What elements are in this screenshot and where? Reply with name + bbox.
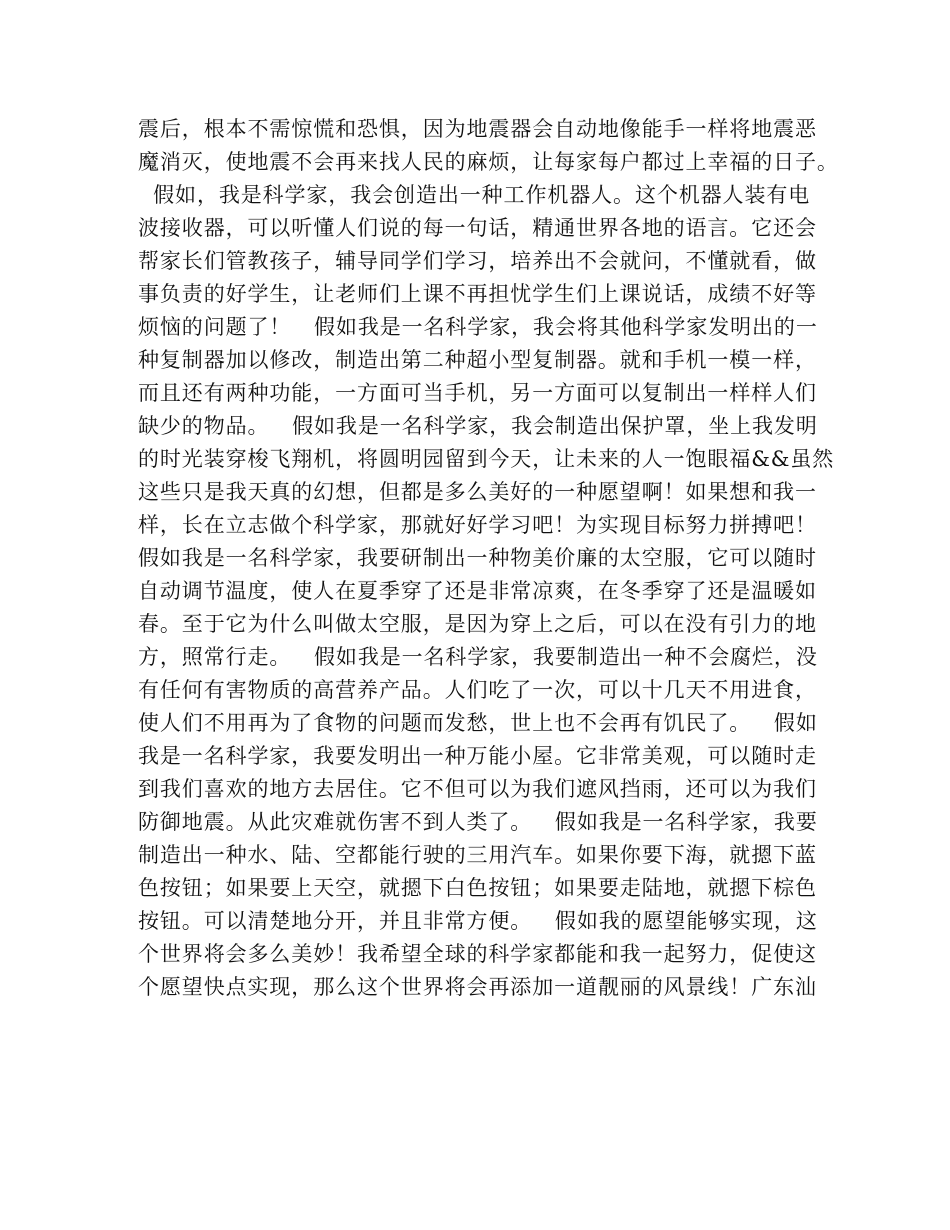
text-line: 制造出一种水、陆、空都能行驶的三用汽车。如果你要下海，就摁下蓝	[138, 843, 817, 867]
text-line: 方，照常行走。 假如我是一名科学家，我要制造出一种不会腐烂，没	[138, 645, 818, 669]
text-line: 这些只是我天真的幻想，但都是多么美好的一种愿望啊！如果想和我一	[138, 480, 817, 504]
text-line: 我是一名科学家，我要发明出一种万能小屋。它非常美观，可以随时走	[138, 744, 817, 768]
text-line: 自动调节温度，使人在夏季穿了还是非常凉爽，在冬季穿了还是温暖如	[138, 579, 817, 603]
text-line: 使人们不用再为了食物的问题而发愁，世上也不会再有饥民了。 假如	[138, 711, 818, 735]
text-line: 假如我是一名科学家，我要研制出一种物美价廉的太空服，它可以随时	[138, 546, 817, 570]
text-line: 的时光装穿梭飞翔机，将圆明园留到今天，让未来的人一饱眼福&&虽然	[138, 447, 835, 471]
text-line: 按钮。可以清楚地分开，并且非常方便。 假如我的愿望能够实现，这	[138, 909, 818, 933]
text-line: 缺少的物品。 假如我是一名科学家，我会制造出保护罩，坐上我发明	[138, 414, 818, 438]
text-line: 个愿望快点实现，那么这个世界将会再添加一道靓丽的风景线！广东汕	[138, 975, 817, 999]
text-line: 到我们喜欢的地方去居住。它不但可以为我们遮风挡雨，还可以为我们	[138, 777, 817, 801]
text-line: 事负责的好学生，让老师们上课不再担忧学生们上课说话，成绩不好等	[138, 282, 817, 306]
text-line: 而且还有两种功能，一方面可当手机，另一方面可以复制出一样样人们	[138, 381, 817, 405]
text-line: 波接收器，可以听懂人们说的每一句话，精通世界各地的语言。它还会	[138, 216, 817, 240]
text-line: 魔消灭，使地震不会再来找人民的麻烦，让每家每户都过上幸福的日子。	[138, 150, 839, 174]
essay-body	[138, 113, 839, 1004]
text-line: 春。至于它为什么叫做太空服，是因为穿上之后，可以在没有引力的地	[138, 612, 817, 636]
text-line: 假如，我是科学家，我会创造出一种工作机器人。这个机器人装有电	[138, 183, 811, 207]
text-line: 防御地震。从此灾难就伤害不到人类了。 假如我是一名科学家，我要	[138, 810, 818, 834]
text-line: 样，长在立志做个科学家，那就好好学习吧！为实现目标努力拼搏吧！	[138, 513, 817, 537]
text-line: 帮家长们管教孩子，辅导同学们学习，培养出不会就问，不懂就看，做	[138, 249, 817, 273]
text-line: 色按钮；如果要上天空，就摁下白色按钮；如果要走陆地，就摁下棕色	[138, 876, 817, 900]
text-line: 个世界将会多么美妙！我希望全球的科学家都能和我一起努力，促使这	[138, 942, 817, 966]
text-line: 烦恼的问题了！ 假如我是一名科学家，我会将其他科学家发明出的一	[138, 315, 818, 339]
text-line: 有任何有害物质的高营养产品。人们吃了一次，可以十几天不用进食，	[138, 678, 817, 702]
text-line: 种复制器加以修改，制造出第二种超小型复制器。就和手机一模一样，	[138, 348, 817, 372]
text-line: 震后，根本不需惊慌和恐惧，因为地震器会自动地像能手一样将地震恶	[138, 117, 817, 141]
